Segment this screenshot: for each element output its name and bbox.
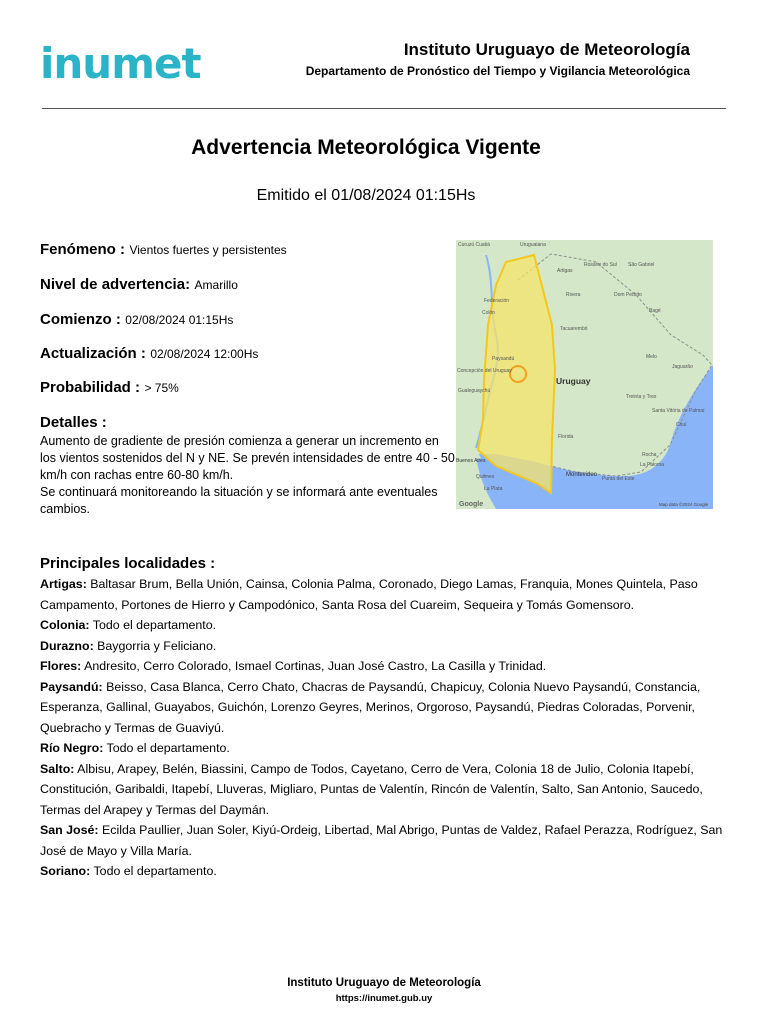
department-name: Durazno: xyxy=(40,638,94,653)
localities-label: Principales localidades : xyxy=(40,555,216,572)
page-title: Advertencia Meteorológica Vigente xyxy=(191,136,541,159)
map-attribution: Map data ©2024 Google xyxy=(659,502,709,507)
field-label: Comienzo : xyxy=(40,311,121,328)
map-place-label: Punta del Este xyxy=(602,476,635,482)
locality-item xyxy=(40,820,730,861)
map-place-label: Treinta y Tres xyxy=(626,394,657,400)
department-name: Paysandú: xyxy=(40,679,103,694)
map-place-label: Jaguarão xyxy=(672,364,693,370)
field-fenomeno xyxy=(40,241,287,259)
locality-item xyxy=(40,636,730,657)
department-name: Soriano: xyxy=(40,864,91,878)
map-place-label: Artigas xyxy=(557,268,573,274)
map-graphic xyxy=(456,240,713,509)
map-place-label: Curuzú Cuatiá xyxy=(458,242,490,248)
department-subtitle: Departamento de Pronóstico del Tiempo y Vigilancia Meteorológica xyxy=(305,64,690,78)
map-place-label: Rocha xyxy=(642,452,657,458)
issued-date: Emitido el 01/08/2024 01:15Hs xyxy=(256,187,476,204)
map-place-label: Concepción del Uruguay xyxy=(457,368,512,374)
map-place-label: Santa Vitória do Palmar xyxy=(652,408,705,414)
locality-item xyxy=(40,656,730,677)
map-place-label: La Plata xyxy=(484,486,503,492)
locality-item xyxy=(40,574,730,615)
institute-title: Instituto Uruguayo de Meteorología xyxy=(403,40,690,59)
locality-item xyxy=(40,615,730,636)
map-place-label: Colón xyxy=(482,310,496,316)
inumet-logo: inumet xyxy=(40,39,201,88)
locality-item xyxy=(40,861,730,882)
field-value: 02/08/2024 01:15Hs xyxy=(125,313,234,327)
locality-names: Baltasar Brum, Bella Unión, Cainsa, Colonia Palma, Coronado, Diego Lamas, Franquia, Mones Quintela, Paso Campamento, Portones de Hierro y Campodónico, Santa Rosa del Cuareim, Sequeira y Tomás Gomensoro. xyxy=(40,577,698,612)
department-name: Flores: xyxy=(40,659,82,673)
map-place-label: Buenos Aires xyxy=(456,458,486,464)
google-mark: Google xyxy=(459,501,484,508)
map-place-label: Dom Pedrito xyxy=(614,292,642,298)
footer-url[interactable]: https://inumet.gub.uy xyxy=(335,993,433,1004)
map-place-label: Rosário do Sul xyxy=(584,262,617,268)
department-name: San José: xyxy=(40,823,99,837)
country-label: Uruguay xyxy=(556,376,591,386)
locality-item xyxy=(40,738,730,759)
field-comienzo xyxy=(40,311,233,329)
locality-names: Andresito, Cerro Colorado, Ismael Cortinas, Juan José Castro, La Casilla y Trinidad. xyxy=(81,659,547,673)
footer-title: Instituto Uruguayo de Meteorología xyxy=(287,977,481,989)
map-place-label: Chuí xyxy=(676,422,687,428)
field-label: Fenómeno : xyxy=(40,241,125,258)
field-value: Vientos fuertes y persistentes xyxy=(129,243,287,257)
department-name: Río Negro: xyxy=(40,741,104,755)
map-place-label: Melo xyxy=(646,354,657,360)
locality-names: Todo el departamento. xyxy=(90,864,217,878)
field-actualizacion xyxy=(40,345,258,363)
map-place-label: Rivera xyxy=(566,292,581,298)
map-place-label: São Gabriel xyxy=(628,262,655,268)
field-value: Amarillo xyxy=(194,278,238,292)
map-place-label: Bagé xyxy=(649,308,661,314)
field-label: Nivel de advertencia: xyxy=(40,276,191,293)
map-place-label: Uruguaiana xyxy=(520,242,546,248)
locality-item xyxy=(40,677,730,739)
locality-names: Todo el departamento. xyxy=(89,618,217,632)
department-name: Salto: xyxy=(40,761,75,776)
map-place-label: Quilmes xyxy=(476,474,495,480)
details-label: Detalles : xyxy=(40,414,107,431)
field-value: > 75% xyxy=(144,381,179,395)
locality-names: Ecilda Paullier, Juan Soler, Kiyú-Ordeig, Libertad, Mal Abrigo, Puntas de Valdez, Rafael Perazza, Rodríguez, San José de Mayo y Villa María. xyxy=(40,823,723,858)
locality-names: Albisu, Arapey, Belén, Biassini, Campo de Todos, Cayetano, Cerro de Vera, Colonia 18 de Julio, Colonia Itapebí, Constitución, Garibaldi, Itapebí, Lluveras, Migliaro, Puntas de Valentín, Rincón de Valentín, Salto, San Antonio, Saucedo, Termas del Arapey y Termas del Daymán. xyxy=(40,761,703,817)
map-place-label: Tacuarembó xyxy=(560,326,588,332)
field-value: 02/08/2024 12:00Hs xyxy=(150,347,259,361)
localities-list xyxy=(40,574,730,882)
locality-names: Baygorria y Feliciano. xyxy=(93,638,217,653)
locality-names: Todo el departamento. xyxy=(103,741,230,755)
field-nivel xyxy=(40,276,238,294)
header-divider xyxy=(42,108,726,109)
field-label: Actualización : xyxy=(40,345,146,362)
map-place-label: Federación xyxy=(484,298,510,304)
locality-item xyxy=(40,759,730,821)
map-place-label: Montevideo xyxy=(566,472,598,478)
map-place-label: Paysandú xyxy=(492,356,515,362)
details-text xyxy=(40,433,458,518)
warning-map xyxy=(456,240,713,509)
map-place-label: Florida xyxy=(558,434,574,440)
locality-names: Beisso, Casa Blanca, Cerro Chato, Chacras de Paysandú, Chapicuy, Colonia Nuevo Paysandú, Constancia, Esperanza, Gallinal, Guayabos, Guichón, Lorenzo Geyres, Merinos, Orgoroso, Paysandú, Piedras Coloradas, Porvenir, Quebracho y Termas de Guaviyú. xyxy=(40,679,701,735)
details-paragraph: Se continuará monitoreando la situación y se informará ante eventuales cambios. xyxy=(40,485,438,516)
field-probabilidad xyxy=(40,379,179,397)
department-name: Artigas: xyxy=(40,577,87,591)
map-place-label: Gualeguaychú xyxy=(458,388,491,394)
details-paragraph: Aumento de gradiente de presión comienza a generar un incremento en los vientos sostenidos del N y NE. Se prevén intensidades de entre 40 - 50 km/h con rachas entre 60-80 km/h. xyxy=(40,434,455,482)
department-name: Colonia: xyxy=(40,618,90,632)
map-place-label: La Paloma xyxy=(640,462,664,468)
field-label: Probabilidad : xyxy=(40,379,141,396)
